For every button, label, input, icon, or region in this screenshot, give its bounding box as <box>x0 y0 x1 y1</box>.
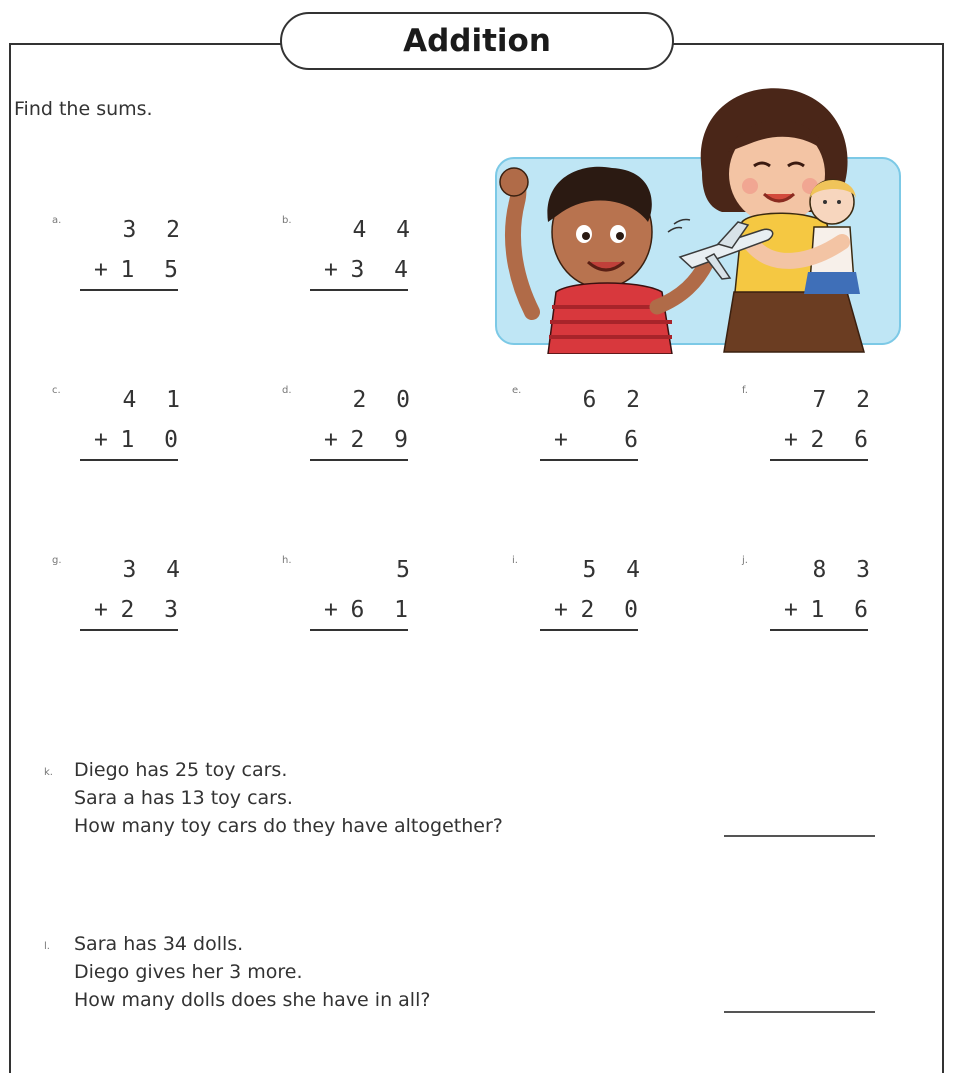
problem-letter: e. <box>512 385 522 396</box>
problem-letter: g. <box>52 555 62 566</box>
problem-letter: f. <box>742 385 748 396</box>
problem-letter: l. <box>44 941 50 952</box>
problem-j <box>742 555 942 655</box>
title-banner <box>280 12 674 70</box>
problem-b <box>282 215 482 315</box>
page-title: Addition <box>403 23 551 59</box>
sum-line <box>80 289 178 291</box>
girl-skirt <box>724 292 864 352</box>
word-problem-text <box>74 930 714 1014</box>
problem-e <box>512 385 712 485</box>
boy-shirt <box>548 283 672 354</box>
top-number: 3 4 <box>122 557 188 583</box>
sum-line <box>310 629 408 631</box>
problem-g <box>52 555 252 655</box>
answer-line-k[interactable] <box>724 835 875 837</box>
top-number: 8 3 <box>812 557 878 583</box>
plus-sign: + <box>94 597 108 623</box>
bottom-number: 1 6 <box>810 597 876 623</box>
top-number: 3 2 <box>122 217 188 243</box>
sum-line <box>80 459 178 461</box>
problem-d <box>282 385 482 485</box>
plus-sign: + <box>554 427 568 453</box>
answer-line-l[interactable] <box>724 1011 875 1013</box>
plus-sign: + <box>94 427 108 453</box>
problem-h <box>282 555 482 655</box>
bottom-number: 6 1 <box>350 597 416 623</box>
bottom-number: 2 6 <box>810 427 876 453</box>
plus-sign: + <box>324 427 338 453</box>
plus-sign: + <box>784 597 798 623</box>
bottom-number: 3 4 <box>350 257 416 283</box>
plus-sign: + <box>94 257 108 283</box>
problem-letter: k. <box>44 767 53 778</box>
problem-a <box>52 215 252 315</box>
top-number: 5 4 <box>582 557 648 583</box>
word-problem-line: Diego has 25 toy cars. <box>74 759 288 781</box>
word-problem-line: How many toy cars do they have altogether? <box>74 815 503 837</box>
top-number: 4 4 <box>352 217 418 243</box>
problem-letter: j. <box>742 555 748 566</box>
word-problem-text <box>74 756 714 840</box>
top-number: 7 2 <box>812 387 878 413</box>
instructions: Find the sums. <box>14 98 153 120</box>
bottom-number: 2 9 <box>350 427 416 453</box>
bottom-number: 6 <box>624 427 646 453</box>
problem-f <box>742 385 942 485</box>
plus-sign: + <box>784 427 798 453</box>
bottom-number: 1 0 <box>120 427 186 453</box>
bottom-number: 2 3 <box>120 597 186 623</box>
top-number: 4 1 <box>122 387 188 413</box>
problem-i <box>512 555 712 655</box>
word-problem-line: Sara has 34 dolls. <box>74 933 244 955</box>
top-number: 5 <box>396 557 418 583</box>
problem-letter: h. <box>282 555 292 566</box>
problem-letter: i. <box>512 555 518 566</box>
plus-sign: + <box>324 597 338 623</box>
sum-line <box>310 459 408 461</box>
word-problem-line: How many dolls does she have in all? <box>74 989 431 1011</box>
problem-letter: c. <box>52 385 61 396</box>
problem-letter: b. <box>282 215 292 226</box>
sum-line <box>770 629 868 631</box>
problem-letter: d. <box>282 385 292 396</box>
top-number: 2 0 <box>352 387 418 413</box>
bottom-number: 1 5 <box>120 257 186 283</box>
word-problem-line: Sara a has 13 toy cars. <box>74 787 293 809</box>
plus-sign: + <box>554 597 568 623</box>
plus-sign: + <box>324 257 338 283</box>
top-number: 6 2 <box>582 387 648 413</box>
boy-hand <box>500 168 528 196</box>
sum-line <box>540 459 638 461</box>
children-playing-illustration <box>492 82 904 354</box>
bottom-number: 2 0 <box>580 597 646 623</box>
word-problem-line: Diego gives her 3 more. <box>74 961 303 983</box>
sum-line <box>310 289 408 291</box>
problem-c <box>52 385 252 485</box>
sum-line <box>80 629 178 631</box>
sum-line <box>540 629 638 631</box>
sum-line <box>770 459 868 461</box>
problem-letter: a. <box>52 215 62 226</box>
